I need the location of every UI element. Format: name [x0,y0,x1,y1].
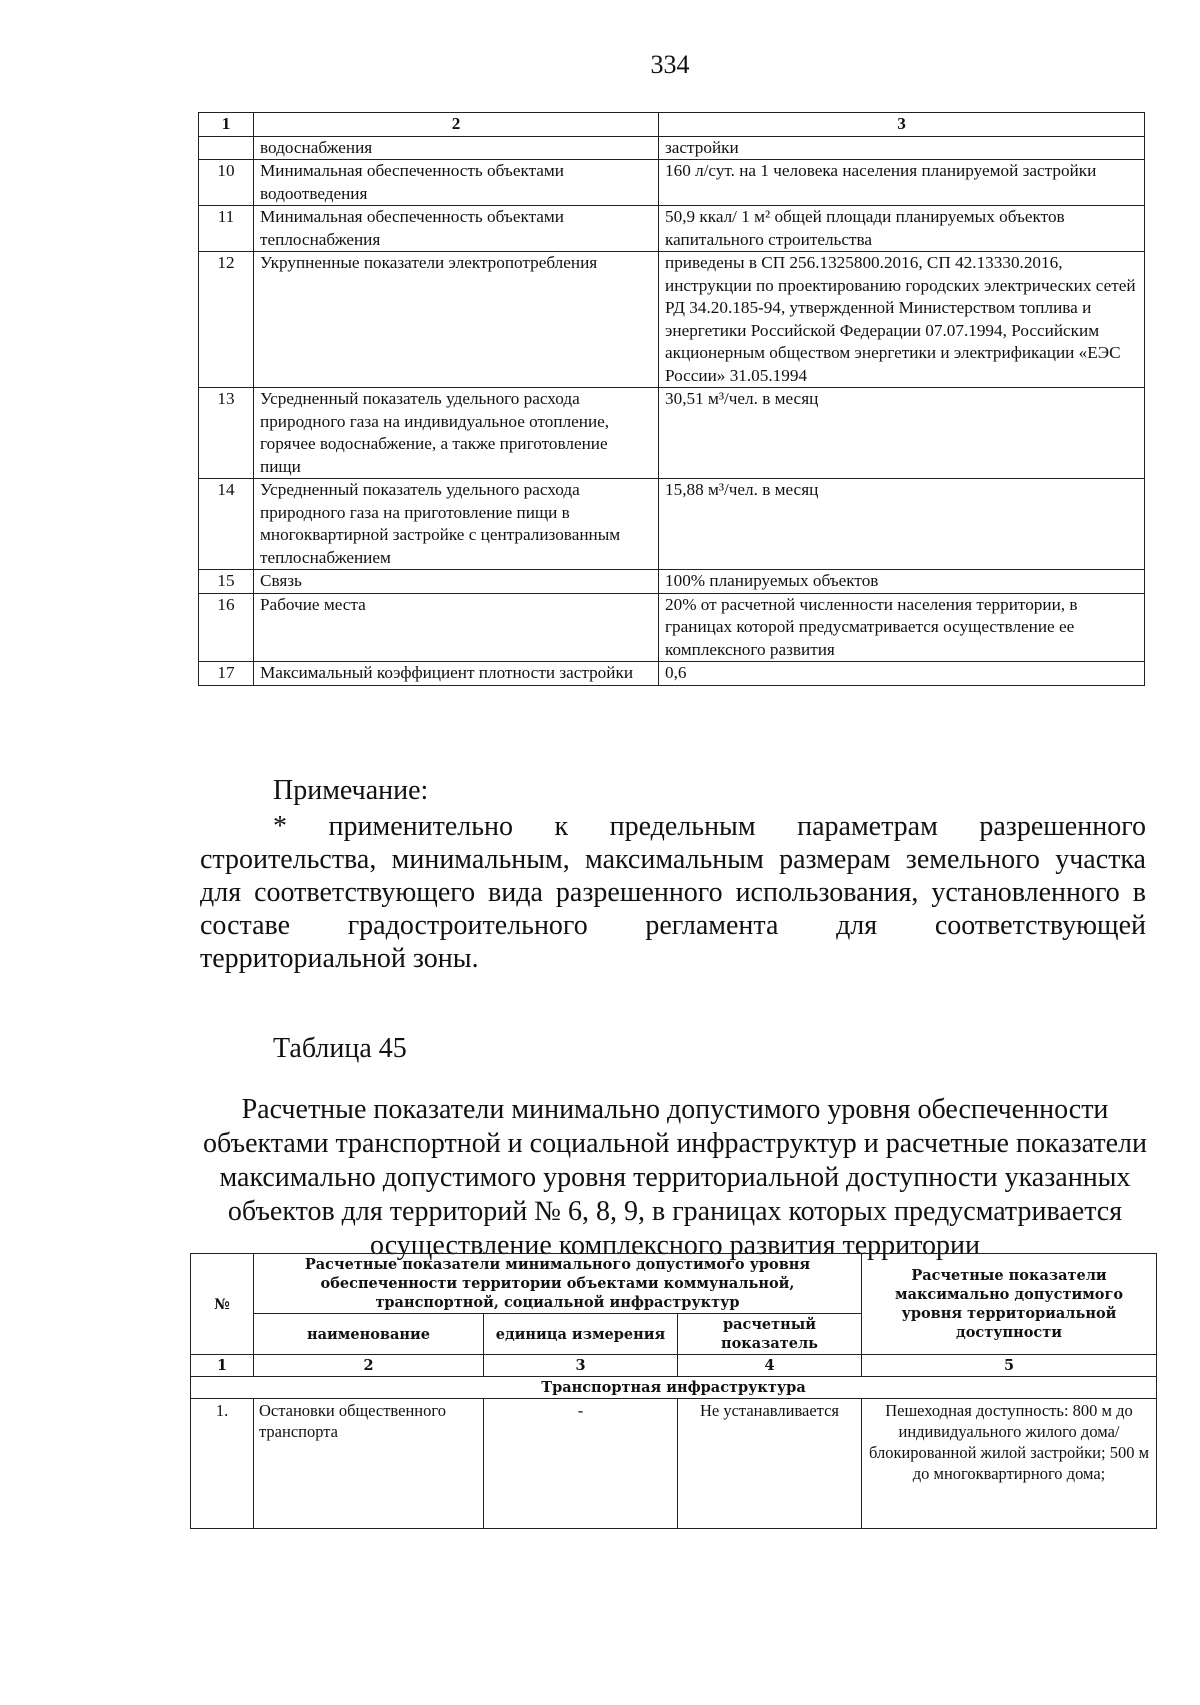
row-name: водоснабжения [254,136,659,160]
row-number: 10 [199,160,254,206]
row-name: Минимальная обеспеченность объектами теплоснабжения [254,206,659,252]
row-value: 20% от расчетной численности населения территории, в границах которой предусматривается осуществление ее комплексного развития [659,593,1145,662]
table-row [199,388,1145,479]
table-row [199,252,1145,388]
row-number: 13 [199,388,254,479]
row-number: 1. [191,1399,254,1529]
row-name: Остановки общественного транспорта [254,1399,484,1529]
row-value: застройки [659,136,1145,160]
row-value: 50,9 ккал/ 1 м² общей площади планируемых объектов капитального строительства [659,206,1145,252]
row-number: 14 [199,479,254,570]
row-number [199,136,254,160]
row-value: 30,51 м³/чел. в месяц [659,388,1145,479]
norms-table [198,112,1145,686]
row-number: 15 [199,570,254,594]
row-number: 16 [199,593,254,662]
index-cell: 1 [191,1355,254,1377]
table-row [199,136,1145,160]
index-cell: 2 [254,1355,484,1377]
note-first-line: * применительно к предельным параметрам разрешенного [273,811,1146,842]
header-access: Расчетные показатели максимально допустимого уровня территориальной доступности [862,1254,1157,1355]
table-row [199,662,1145,686]
table-header-row [199,113,1145,137]
row-name: Максимальный коэффициент плотности застройки [254,662,659,686]
section-row [191,1377,1157,1399]
row-name: Усредненный показатель удельного расхода природного газа на приготовление пищи в многоквартирной застройке с централизованным теплоснабжением [254,479,659,570]
row-name: Минимальная обеспеченность объектами водоотведения [254,160,659,206]
table-header-row [191,1254,1157,1314]
table-row [199,206,1145,252]
row-value: 15,88 м³/чел. в месяц [659,479,1145,570]
table-row [191,1399,1157,1529]
row-name: Связь [254,570,659,594]
index-cell: 4 [678,1355,862,1377]
header-unit: единица измерения [484,1314,678,1355]
header-group: Расчетные показатели минимального допустимого уровня обеспеченности территории объектами коммунальной, транспортной, социальной инфраструктур [254,1254,862,1314]
index-cell: 3 [484,1355,678,1377]
index-cell: 5 [862,1355,1157,1377]
header-cell: 2 [254,113,659,137]
row-number: 11 [199,206,254,252]
table-row [199,593,1145,662]
table-row [199,570,1145,594]
note-rest: строительства, минимальным, максимальным размерам земельного участка для соответствующего вида разрешенного использования, установленного в составе градостроительного регламента для соответствующей территориальной зоны. [200,844,1146,974]
row-name: Рабочие места [254,593,659,662]
section-title: Транспортная инфраструктура [191,1377,1157,1399]
row-name: Усредненный показатель удельного расхода природного газа на индивидуальное отопление, горячее водоснабжение, а также приготовление пищи [254,388,659,479]
row-value: 160 л/сут. на 1 человека населения планируемой застройки [659,160,1145,206]
header-name: наименование [254,1314,484,1355]
index-row [191,1355,1157,1377]
header-value: расчетный показатель [678,1314,862,1355]
header-cell: 3 [659,113,1145,137]
indicators-table [190,1253,1157,1529]
header-number: № [191,1254,254,1355]
row-name: Укрупненные показатели электропотребления [254,252,659,388]
note-heading: Примечание: [273,775,429,806]
table-row [199,479,1145,570]
row-number: 12 [199,252,254,388]
row-value: 0,6 [659,662,1145,686]
note-text [200,810,1146,975]
row-access: Пешеходная доступность: 800 м до индивидуального жилого дома/блокированной жилой застройки; 500 м до многоквартирного дома; [862,1399,1157,1529]
page-number: 334 [650,50,690,79]
row-value: приведены в СП 256.1325800.2016, СП 42.13330.2016, инструкции по проектированию городских электрических сетей РД 34.20.185-94, утвержденной Министерством топлива и энергетики Российской Федерации 07.07.1994, Российским акционерным обществом энергетики и электрификации «ЕЭС России» 31.05.1994 [659,252,1145,388]
row-value: Не устанавливается [678,1399,862,1529]
row-value: 100% планируемых объектов [659,570,1145,594]
table-row [199,160,1145,206]
row-number: 17 [199,662,254,686]
table-caption: Таблица 45 [273,1033,407,1064]
header-cell: 1 [199,113,254,137]
row-unit: - [484,1399,678,1529]
table-title: Расчетные показатели минимально допустимого уровня обеспеченности объектами транспортной и социальной инфраструктур и расчетные показатели максимально допустимого уровня территориальной доступности указанных объектов для территорий № 6, 8, 9, в границах которых предусматривается осуществление комплексного развития территории [203,1094,1147,1261]
